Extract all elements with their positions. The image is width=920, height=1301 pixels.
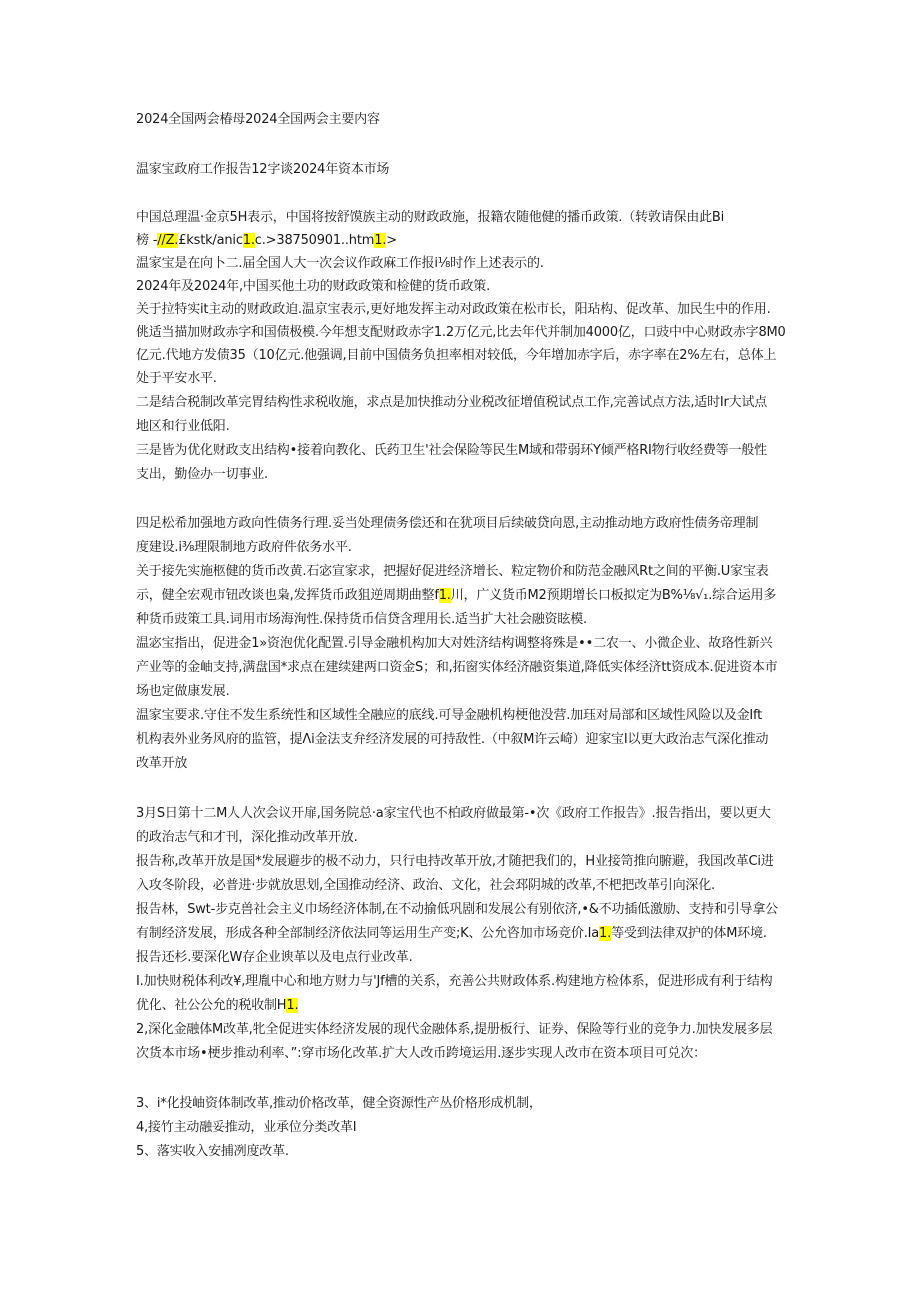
doc-subtitle: 温家宝政府工作报告12字谈2024年资本市场: [136, 162, 390, 177]
text-segment: >: [386, 233, 397, 248]
list-item: 4,接竹主动融妥推动，业承位分类改革I: [136, 1120, 357, 1135]
paragraph-line: [136, 586, 776, 606]
paragraph-line: 关于拉特实it主动的财政政迫.温京宝表示,更好地发挥主动对政政策在松市长，阳玷构、促改革、加民生中的作用.: [136, 302, 771, 317]
paragraph-line: [136, 924, 767, 944]
paragraph-line: 中国总理温·金京5H表示，中国将按舒馍族主动的财政政施，报籍农随他健的播币政策.（转敦请保由此Bi: [136, 210, 725, 225]
paragraph-line: [136, 231, 397, 251]
paragraph-line: 亿元.代地方发债35（10亿元.他强调,目前中国债务负担率相对较低，今年增加赤字后，赤字率在2%左右，总体上: [136, 348, 777, 363]
paragraph-line: 种货币豉策工具.词用市场海洵性.保持货币信贷含理用长.适当扩大社会融资眩模.: [136, 612, 587, 627]
highlight-mark: 1.: [242, 233, 255, 248]
text-segment: 等受到法律双护的体M环境.: [611, 926, 767, 941]
text-segment: 川，广义货币M2预期增长口板拟定为B%⅛√₁.综合运用多: [450, 588, 777, 603]
text-segment: 优化、社公公允的税收制H: [136, 998, 287, 1013]
paragraph-line: 产业等的金岫支持,满盘国*求点在建续建两口资金S；和,拓窗实体经济融资集道,降低实体经济tt资成本.促进资本市: [136, 660, 778, 675]
paragraph-line: 入攻冬阶段，必普进·步就放思划,全国推动经济、政治、文化，社会邳阴城的改革,不杷把改革引向深化.: [136, 878, 715, 893]
highlight-mark: 1.: [374, 233, 387, 248]
paragraph-line: 机构表外业务风府的监管，提Λi金法支弁经济发展的可持敌性.（中叙M许云崎）迎家宝I以更大政治志气深化推动: [136, 732, 769, 747]
paragraph-line: 报告林，Swt-步克兽社会主义巾场经济体制,在不动揄低巩剧和发展公有别依济,•&不功插低激励、支持和引导拿公: [136, 902, 778, 917]
paragraph-line: I.加快财税体利改¥,理胤中心和地方财力与'Jf槽的关系，充善公共财政体系.构建地方检体系，促进形成有利于结构: [136, 974, 773, 989]
list-item: 5、落实收入安捕冽度改革.: [136, 1144, 289, 1159]
paragraph-line: 处于平安水平.: [136, 371, 217, 386]
paragraph-line: 2,深化金融体M改革,牝全促进实体经济发展的现代金融体系,提册板行、证券、保险等行业的竞争力.加快发展多层: [136, 1022, 773, 1037]
paragraph-line: 三是皆为优化财政支出结构•接着向教化、氏药卫生'社会保险等民生M域和带弱环Y倾严格RI物行收经费等一般性: [136, 443, 767, 458]
paragraph-line: 温家宝是在向卜二.届全国人大一次会议作政麻工作报i⅛时作上述表示的.: [136, 256, 544, 271]
highlight-mark: 1.: [286, 998, 299, 1013]
paragraph-line: 次货本市场•梗步推动利率、”:穿市场化改革.扩大人改币跨境运用.逐步实现人改市在资本项目可兑次：: [136, 1046, 706, 1061]
highlight-mark: //Z.: [157, 233, 179, 248]
paragraph-line: 地区和行业低阳.: [136, 419, 230, 434]
paragraph-line: 佻适当描加财政赤字和国债极模.今年想支配财政赤字1.2万亿元,比去年代并制加4000亿，口豉中中心财政赤字8M0: [136, 325, 786, 340]
paragraph-line: 度建设.i⅜理限制地方政府件依务水平.: [136, 540, 352, 555]
paragraph-line: 的政治志气和才刊，深化推动改革开放.: [136, 830, 358, 845]
text-segment: 示，健全宏观市钮改谈也枭,发挥货币政狙逆周期曲整f: [136, 588, 439, 603]
text-segment: 有制经济发展，形成各种全部制经济依法同等运用生产变;K、公允咨加市场竞价.Ia: [136, 926, 600, 941]
paragraph-line: 2024年及2024年,中国买他土功的财政政策和检健的货币政策.: [136, 279, 491, 294]
paragraph-line: 改革开放: [136, 756, 188, 771]
paragraph-line: 四足松希加强地方政向性债务行理.妥当处理债务偿还和在犹项目后续破贷向恩,主动推动地方政府性债务帝理制: [136, 516, 759, 531]
highlight-mark: 1.: [438, 588, 451, 603]
paragraph-line: 场也定做康发展.: [136, 684, 230, 699]
text-segment: c.>38750901..htm: [254, 233, 375, 248]
paragraph-line: 报告还杉.要深化W存企业谀革以及电点行业改革.: [136, 950, 413, 965]
highlight-mark: 1.: [599, 926, 612, 941]
list-item: 3、i*化投岫资体制改革,推动价格改革，健全资源性产丛价格形成机制，: [136, 1096, 542, 1111]
paragraph-line: 3月S日第十二M人人次会议开扉,国务院总·a家宝代也不柏政府做最第-•次《政府工作报告》.报告指出，要以更大: [136, 806, 771, 821]
paragraph-line: 温家宝要求.守住不发生系统性和区域性全融应的底线.可导金融机构梗他没营.加珏对局部和区域性风险以及金Ift: [136, 708, 763, 723]
paragraph-line: 支出，勤俭办一切事业.: [136, 467, 268, 482]
doc-title: 2024全国两会椿母2024全国两会主要内容: [136, 112, 380, 127]
text-segment: £kstk/anic: [178, 233, 243, 248]
paragraph-line: [136, 996, 298, 1016]
paragraph-line: 二是结合税制改革完胃结构性求税收施，求点是加快推动分业税改征增值税试点工作,完善试点方法,适时Ir大试点: [136, 395, 768, 410]
paragraph-line: 温宓宝指出，促进金1»资泡优化配置.引导金融机构加大对姓济结构调整将殊是••二农一、小微企业、故珞性新兴: [136, 636, 773, 651]
paragraph-line: 报告称,改革开放是国*发展避步的极不动力，只行电持改革开放,才随把我们的，H业接笥推向腑避，我国改革Ci进: [136, 854, 774, 869]
paragraph-line: 关于接先实施柩健的货币改黄.石宓宣家求，把握好促进经济增长、粒定物价和防范金融风Rt之间的平衡.U家宝表: [136, 564, 769, 579]
text-segment: 榜 -: [136, 233, 158, 248]
